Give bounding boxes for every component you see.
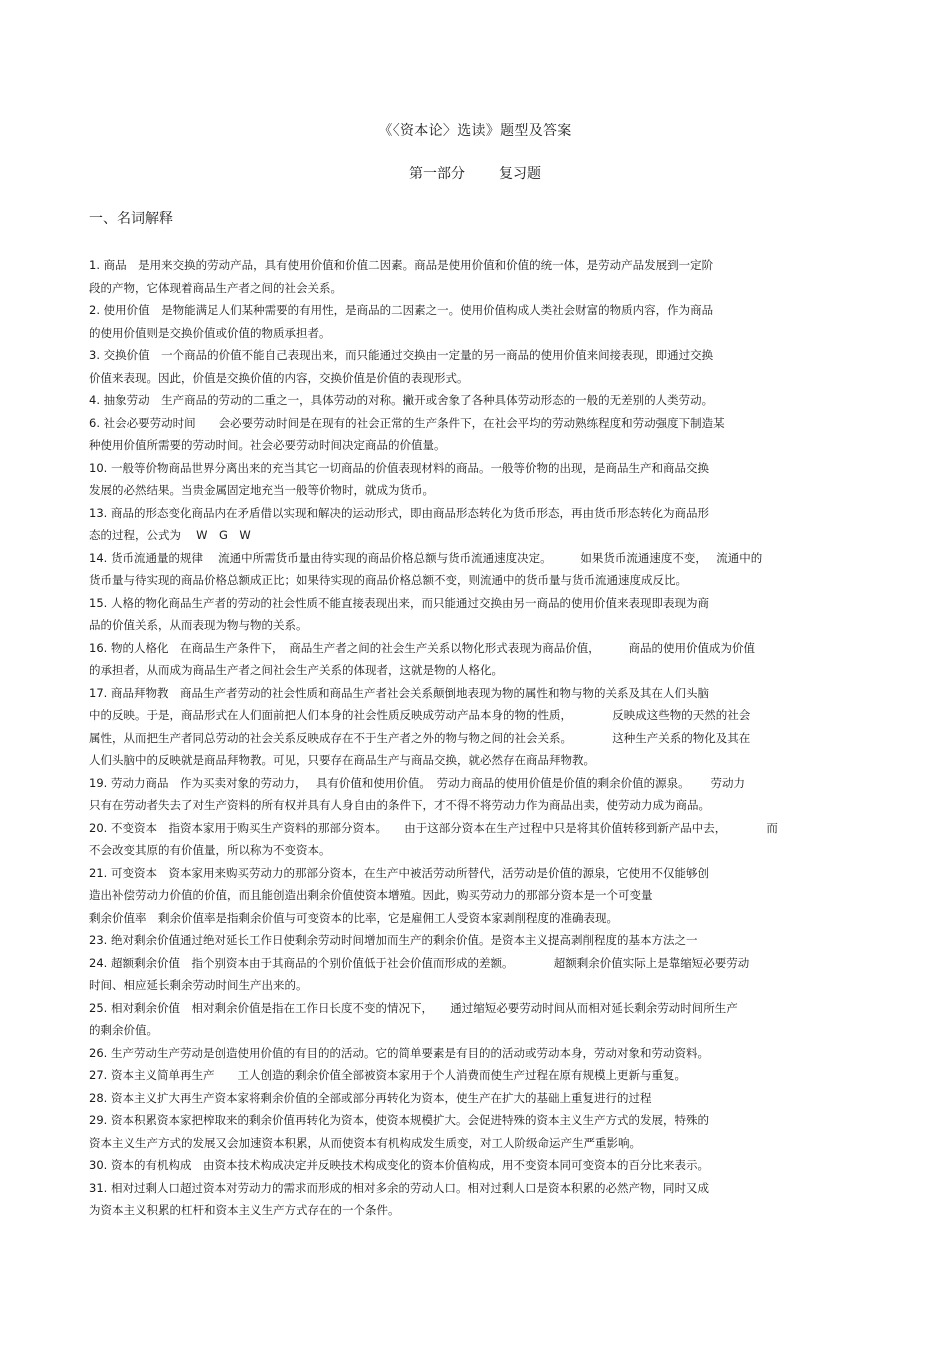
document-title: 《〈资本论〉选读》题型及答案 bbox=[378, 123, 572, 139]
text-line: 23. 绝对剩余价值通过绝对延长工作日使剩余劳动时间增加而生产的剩余价值。是资本主义提高剥削程度的基本方法之一 bbox=[89, 933, 698, 947]
section-heading: 一、名词解释 bbox=[89, 211, 173, 227]
text-line: 30. 资本的有机构成 由资本技术构成决定并反映技术构成变化的资本价值构成，用不变资本同可变资本的百分比来表示。 bbox=[89, 1158, 709, 1172]
text-line: 3. 交换价值 一个商品的价值不能自己表现出来，而只能通过交换由一定量的另一商品的使用价值来间接表现，即通过交换 bbox=[89, 348, 714, 362]
text-line: 31. 相对过剩人口超过资本对劳动力的需求而形成的相对多余的劳动人口。相对过剩人口是资本积累的必然产物，同时又成 bbox=[89, 1180, 709, 1195]
text-line: 属性，从而把生产者同总劳动的社会关系反映成存在不于生产者之外的物与物之间的社会关系。 这种生产关系的物化及其在 bbox=[89, 730, 751, 745]
text-line: 20. 不变资本 指资本家用于购买生产资料的那部分资本。 由于这部分资本在生产过程中只是将其价值转移到新产品中去， 而 bbox=[89, 820, 778, 835]
text-line: 26. 生产劳动生产劳动是创造使用价值的有目的的活动。它的简单要素是有目的的活动或劳动本身，劳动对象和劳动资料。 bbox=[89, 1045, 709, 1060]
definition-list bbox=[89, 254, 864, 1222]
part-label: 第一部分 bbox=[409, 166, 465, 182]
text-line: 19. 劳动力商品 作为买卖对象的劳动力， 具有价值和使用价值。 劳动力商品的使用价值是价值的剩余价值的源泉。 劳动力 bbox=[89, 775, 745, 790]
text-line: 10. 一般等价物商品世界分离出来的充当其它一切商品的价值表现材料的商品。一般等价物的出现，是商品生产和商品交换 bbox=[89, 460, 709, 475]
text-line: 中的反映。于是，商品形式在人们面前把人们本身的社会性质反映成劳动产品本身的物的性质， 反映成这些物的天然的社会 bbox=[89, 708, 751, 722]
text-line: 发展的必然结果。当贵金属固定地充当一般等价物时，就成为货币。 bbox=[89, 483, 434, 497]
text-line: 造出补偿劳动力价值的价值，而且能创造出剩余价值使资本增殖。因此，购买劳动力的那部分资本是一个可变量 bbox=[89, 888, 653, 902]
text-line: 态的过程，公式为 W G W bbox=[89, 528, 251, 542]
text-line: 6. 社会必要劳动时间 会必要劳动时间是在现有的社会正常的生产条件下，在社会平均的劳动熟练程度和劳动强度下制造某 bbox=[89, 415, 725, 430]
text-line: 的承担者，从而成为商品生产者之间社会生产关系的体现者，这就是物的人格化。 bbox=[89, 663, 503, 677]
text-line: 的剩余价值。 bbox=[89, 1023, 158, 1037]
text-line: 1. 商品 是用来交换的劳动产品，具有使用价值和价值二因素。商品是使用价值和价值的统一体，是劳动产品发展到一定阶 bbox=[89, 258, 714, 272]
text-line: 人们头脑中的反映就是商品拜物教。可见，只要存在商品生产与商品交换，就必然存在商品拜物教。 bbox=[89, 753, 595, 767]
text-line: 13. 商品的形态变化商品内在矛盾借以实现和解决的运动形式，即由商品形态转化为货币形态，再由货币形态转化为商品形 bbox=[89, 505, 709, 520]
part-heading bbox=[0, 163, 950, 183]
text-line: 段的产物，它体现着商品生产者之间的社会关系。 bbox=[89, 280, 342, 295]
text-line: 27. 资本主义简单再生产 工人创造的剩余价值全部被资本家用于个人消费而使生产过程在原有规模上更新与重复。 bbox=[89, 1068, 686, 1082]
text-line: 不会改变其原的有价值量，所以称为不变资本。 bbox=[89, 843, 331, 857]
text-line: 21. 可变资本 资本家用来购买劳动力的那部分资本，在生产中被活劳动所替代，活劳动是价值的源泉，它使用不仅能够创 bbox=[89, 865, 709, 880]
part-name: 复习题 bbox=[499, 166, 541, 182]
text-line: 28. 资本主义扩大再生产资本家将剩余价值的全部或部分再转化为资本，使生产在扩大的基础上重复进行的过程 bbox=[89, 1090, 652, 1105]
text-line: 15. 人格的物化商品生产者的劳动的社会性质不能直接表现出来，而只能通过交换由另一商品的使用价值来表现即表现为商 bbox=[89, 595, 709, 610]
text-line: 4. 抽象劳动 生产商品的劳动的二重之一，具体劳动的对称。撇开或舍象了各种具体劳动形态的一般的无差别的人类劳动。 bbox=[89, 393, 714, 407]
text-line: 14. 货币流通量的规律 流通中所需货币量由待实现的商品价格总额与货币流通速度决定。 如果货币流通速度不变， 流通中的 bbox=[89, 550, 763, 565]
text-line: 只有在劳动者失去了对生产资料的所有权并具有人身自由的条件下，才不得不将劳动力作为商品出卖，使劳动力成为商品。 bbox=[89, 798, 710, 812]
text-line: 品的价值关系，从而表现为物与物的关系。 bbox=[89, 618, 308, 632]
text-line: 24. 超额剩余价值 指个别资本由于其商品的个别价值低于社会价值而形成的差额。 超额剩余价值实际上是靠缩短必要劳动 bbox=[89, 955, 750, 970]
text-line: 29. 资本积累资本家把榨取来的剩余价值再转化为资本，使资本规模扩大。会促进特殊的资本主义生产方式的发展，特殊的 bbox=[89, 1113, 709, 1127]
text-line: 2. 使用价值 是物能满足人们某种需要的有用性，是商品的二因素之一。使用价值构成人类社会财富的物质内容，作为商品 bbox=[89, 303, 714, 317]
text-line: 种使用价值所需要的劳动时间。社会必要劳动时间决定商品的价值量。 bbox=[89, 438, 446, 452]
text-line: 17. 商品拜物教 商品生产者劳动的社会性质和商品生产者社会关系颠倒地表现为物的属性和物与物的关系及其在人们头脑 bbox=[89, 685, 709, 700]
text-line: 时间、相应延长剩余劳动时间生产出来的。 bbox=[89, 978, 308, 992]
text-line: 为资本主义积累的杠杆和资本主义生产方式存在的一个条件。 bbox=[89, 1203, 400, 1217]
text-line: 资本主义生产方式的发展又会加速资本积累，从而使资本有机构成发生质变，对工人阶级命运产生严重影响。 bbox=[89, 1135, 641, 1150]
text-line: 价值来表现。因此，价值是交换价值的内容，交换价值是价值的表现形式。 bbox=[89, 370, 469, 385]
text-line: 25. 相对剩余价值 相对剩余价值是指在工作日长度不变的情况下， 通过缩短必要劳动时间从而相对延长剩余劳动时间所生产 bbox=[89, 1000, 738, 1015]
text-line: 剩余价值率 剩余价值率是指剩余价值与可变资本的比率，它是雇佣工人受资本家剥削程度的准确表现。 bbox=[89, 910, 618, 925]
text-line: 货币量与待实现的商品价格总额成正比；如果待实现的商品价格总额不变，则流通中的货币量与货币流通速度成反比。 bbox=[89, 573, 687, 587]
text-line: 16. 物的人格化 在商品生产条件下， 商品生产者之间的社会生产关系以物化形式表现为商品价值， 商品的使用价值成为价值 bbox=[89, 640, 755, 655]
text-line: 的使用价值则是交换价值或价值的物质承担者。 bbox=[89, 325, 331, 340]
